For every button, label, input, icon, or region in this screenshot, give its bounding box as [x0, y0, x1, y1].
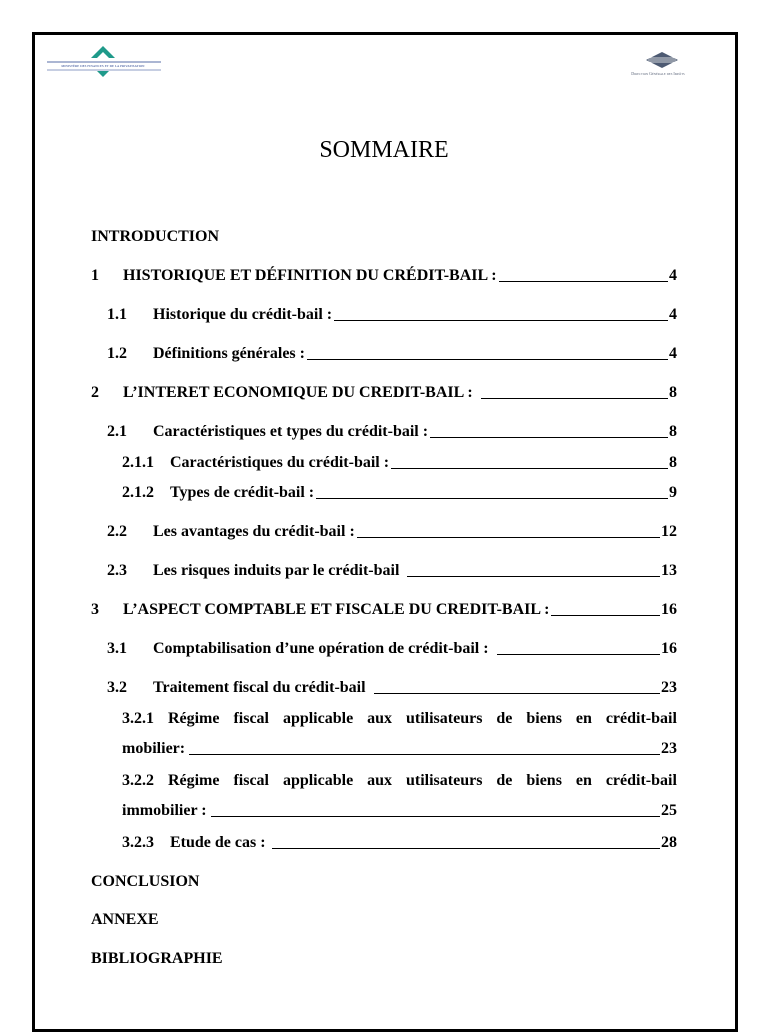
toc-leader [272, 848, 660, 849]
toc-entry-number: 3.2.1 [122, 710, 154, 727]
toc-entry-word: en [575, 772, 592, 789]
toc-entry-word: crédit-bail [605, 710, 677, 727]
toc-entry-line [122, 798, 677, 820]
toc-entry-2-1-2[interactable] [122, 480, 677, 502]
toc-page-number: 13 [661, 562, 677, 579]
toc-leader [497, 654, 660, 655]
toc-entry-text: Les risques induits par le crédit-bail [153, 562, 400, 579]
toc-leader [481, 398, 668, 399]
toc-entry-word: crédit-bail [605, 772, 677, 789]
toc-entry-text: Types de crédit-bail : [170, 484, 315, 501]
toc-entry-number: 2.1.2 [122, 484, 154, 501]
toc-page-number: 25 [661, 802, 677, 819]
toc-page-number: 16 [661, 601, 677, 618]
toc-entry-number: 2.2 [107, 523, 127, 540]
toc-entry-word: biens [526, 710, 562, 727]
toc-entry-word: fiscal [233, 772, 269, 789]
ministry-logo-caption: MINISTÈRE DES FINANCES ET DE LA PRIVATISATION [61, 64, 145, 68]
toc-leader [357, 537, 660, 538]
toc-leader [407, 576, 660, 577]
toc-entry-text: Caractéristiques et types du crédit-bail : [153, 423, 429, 440]
toc-entry-text: Les avantages du crédit-bail : [153, 523, 355, 540]
toc-entry-2[interactable] [91, 380, 677, 402]
toc-entry-text: Comptabilisation d’une opération de crédit-bail : [153, 640, 489, 657]
toc-entry-3[interactable] [91, 597, 677, 619]
toc-entry-3-2[interactable] [107, 675, 677, 697]
toc-entry-number: 1.1 [107, 306, 127, 323]
toc-page-number: 4 [669, 267, 677, 284]
toc-leader [189, 754, 660, 755]
toc-entry-text: BIBLIOGRAPHIE [91, 950, 223, 967]
toc-entry-word: utilisateurs [405, 772, 483, 789]
toc-entry-conclusion[interactable] [91, 869, 677, 891]
toc-page-number: 8 [669, 454, 677, 471]
toc-entry-text: Définitions générales : [153, 345, 305, 362]
toc-entry-number: 2.1.1 [122, 454, 154, 471]
toc-entry-text: immobilier : [122, 802, 207, 819]
toc-entry-1-1[interactable] [107, 302, 677, 324]
dgi-logo-caption: Direction Générale des Impôts [631, 71, 685, 76]
toc-entry-text: CONCLUSION [91, 873, 200, 890]
toc-leader [374, 693, 660, 694]
toc-entry-text: INTRODUCTION [91, 228, 220, 245]
toc-entry-word: Régime [167, 710, 220, 727]
ministry-emblem-icon [45, 44, 165, 80]
toc-leader [307, 359, 668, 360]
toc-entry-number: 1 [91, 267, 99, 284]
toc-entry-number: 3.2.2 [122, 772, 154, 789]
toc-entry-word: en [575, 710, 592, 727]
toc-entry-word: de [496, 710, 513, 727]
toc-leader [430, 437, 668, 438]
toc-leader [551, 615, 660, 616]
toc-entry-text: mobilier: [122, 740, 186, 757]
toc-entry-2-1[interactable] [107, 419, 677, 441]
toc-entry-introduction[interactable] [91, 224, 677, 246]
toc-leader [334, 320, 668, 321]
ministry-logo [45, 44, 165, 80]
toc-entry-text: L’ASPECT COMPTABLE ET FISCALE DU CREDIT-BAIL : [123, 601, 550, 618]
toc-entry-text: Caractéristiques du crédit-bail : [170, 454, 390, 471]
toc-entry-number: 3 [91, 601, 99, 618]
toc-entry-line [122, 736, 677, 758]
toc-entry-number: 3.2.3 [122, 834, 154, 851]
page-title: SOMMAIRE [319, 137, 449, 163]
toc-entry-word: aux [367, 772, 393, 789]
toc-page-number: 12 [661, 523, 677, 540]
toc-leader [211, 816, 660, 817]
toc-entry-line [122, 768, 677, 790]
toc-entry-word: fiscal [233, 710, 269, 727]
toc-entry-number: 3.1 [107, 640, 127, 657]
toc-entry-word: utilisateurs [405, 710, 483, 727]
toc-entry-3-2-2[interactable] [122, 768, 677, 820]
toc-entry-word: Régime [167, 772, 220, 789]
toc-page-number: 4 [669, 306, 677, 323]
toc-page-number: 23 [661, 679, 677, 696]
toc-entry-3-2-3[interactable] [122, 830, 677, 852]
toc-page-number: 8 [669, 423, 677, 440]
toc-entry-text: Etude de cas : [170, 834, 266, 851]
toc-entry-text: HISTORIQUE ET DÉFINITION DU CRÉDIT-BAIL : [123, 267, 497, 284]
toc-entry-1-2[interactable] [107, 341, 677, 363]
toc-entry-text: Traitement fiscal du crédit-bail [153, 679, 366, 696]
toc-entry-line [122, 706, 677, 728]
toc-entry-word: applicable [282, 710, 354, 727]
toc-entry-number: 2.3 [107, 562, 127, 579]
toc-page-number: 16 [661, 640, 677, 657]
toc-entry-2-3[interactable] [107, 558, 677, 580]
toc-leader [316, 498, 668, 499]
toc-entry-2-1-1[interactable] [122, 450, 677, 472]
toc-entry-word: aux [367, 710, 393, 727]
toc-entry-word: biens [526, 772, 562, 789]
toc-entry-word: applicable [282, 772, 354, 789]
toc-page-number: 9 [669, 484, 677, 501]
toc-entry-bibliographie[interactable] [91, 946, 677, 968]
toc-leader [499, 281, 668, 282]
toc-entry-annexe[interactable] [91, 907, 677, 929]
toc-entry-2-2[interactable] [107, 519, 677, 541]
toc-entry-text: L’INTERET ECONOMIQUE DU CREDIT-BAIL : [123, 384, 473, 401]
toc-page-number: 23 [661, 740, 677, 757]
toc-entry-text: Historique du crédit-bail : [153, 306, 333, 323]
toc-entry-number: 2.1 [107, 423, 127, 440]
toc-page-number: 4 [669, 345, 677, 362]
toc-page-number: 8 [669, 384, 677, 401]
toc-entry-number: 2 [91, 384, 99, 401]
toc-entry-3-2-1[interactable] [122, 706, 677, 758]
toc-entry-1[interactable] [91, 263, 677, 285]
toc-page-number: 28 [661, 834, 677, 851]
toc-entry-number: 1.2 [107, 345, 127, 362]
toc-entry-3-1[interactable] [107, 636, 677, 658]
dgi-logo [612, 48, 704, 78]
dgi-emblem-icon [612, 48, 704, 72]
toc-entry-number: 3.2 [107, 679, 127, 696]
toc-entry-word: de [496, 772, 513, 789]
toc-leader [391, 468, 668, 469]
toc-entry-text: ANNEXE [91, 911, 159, 928]
